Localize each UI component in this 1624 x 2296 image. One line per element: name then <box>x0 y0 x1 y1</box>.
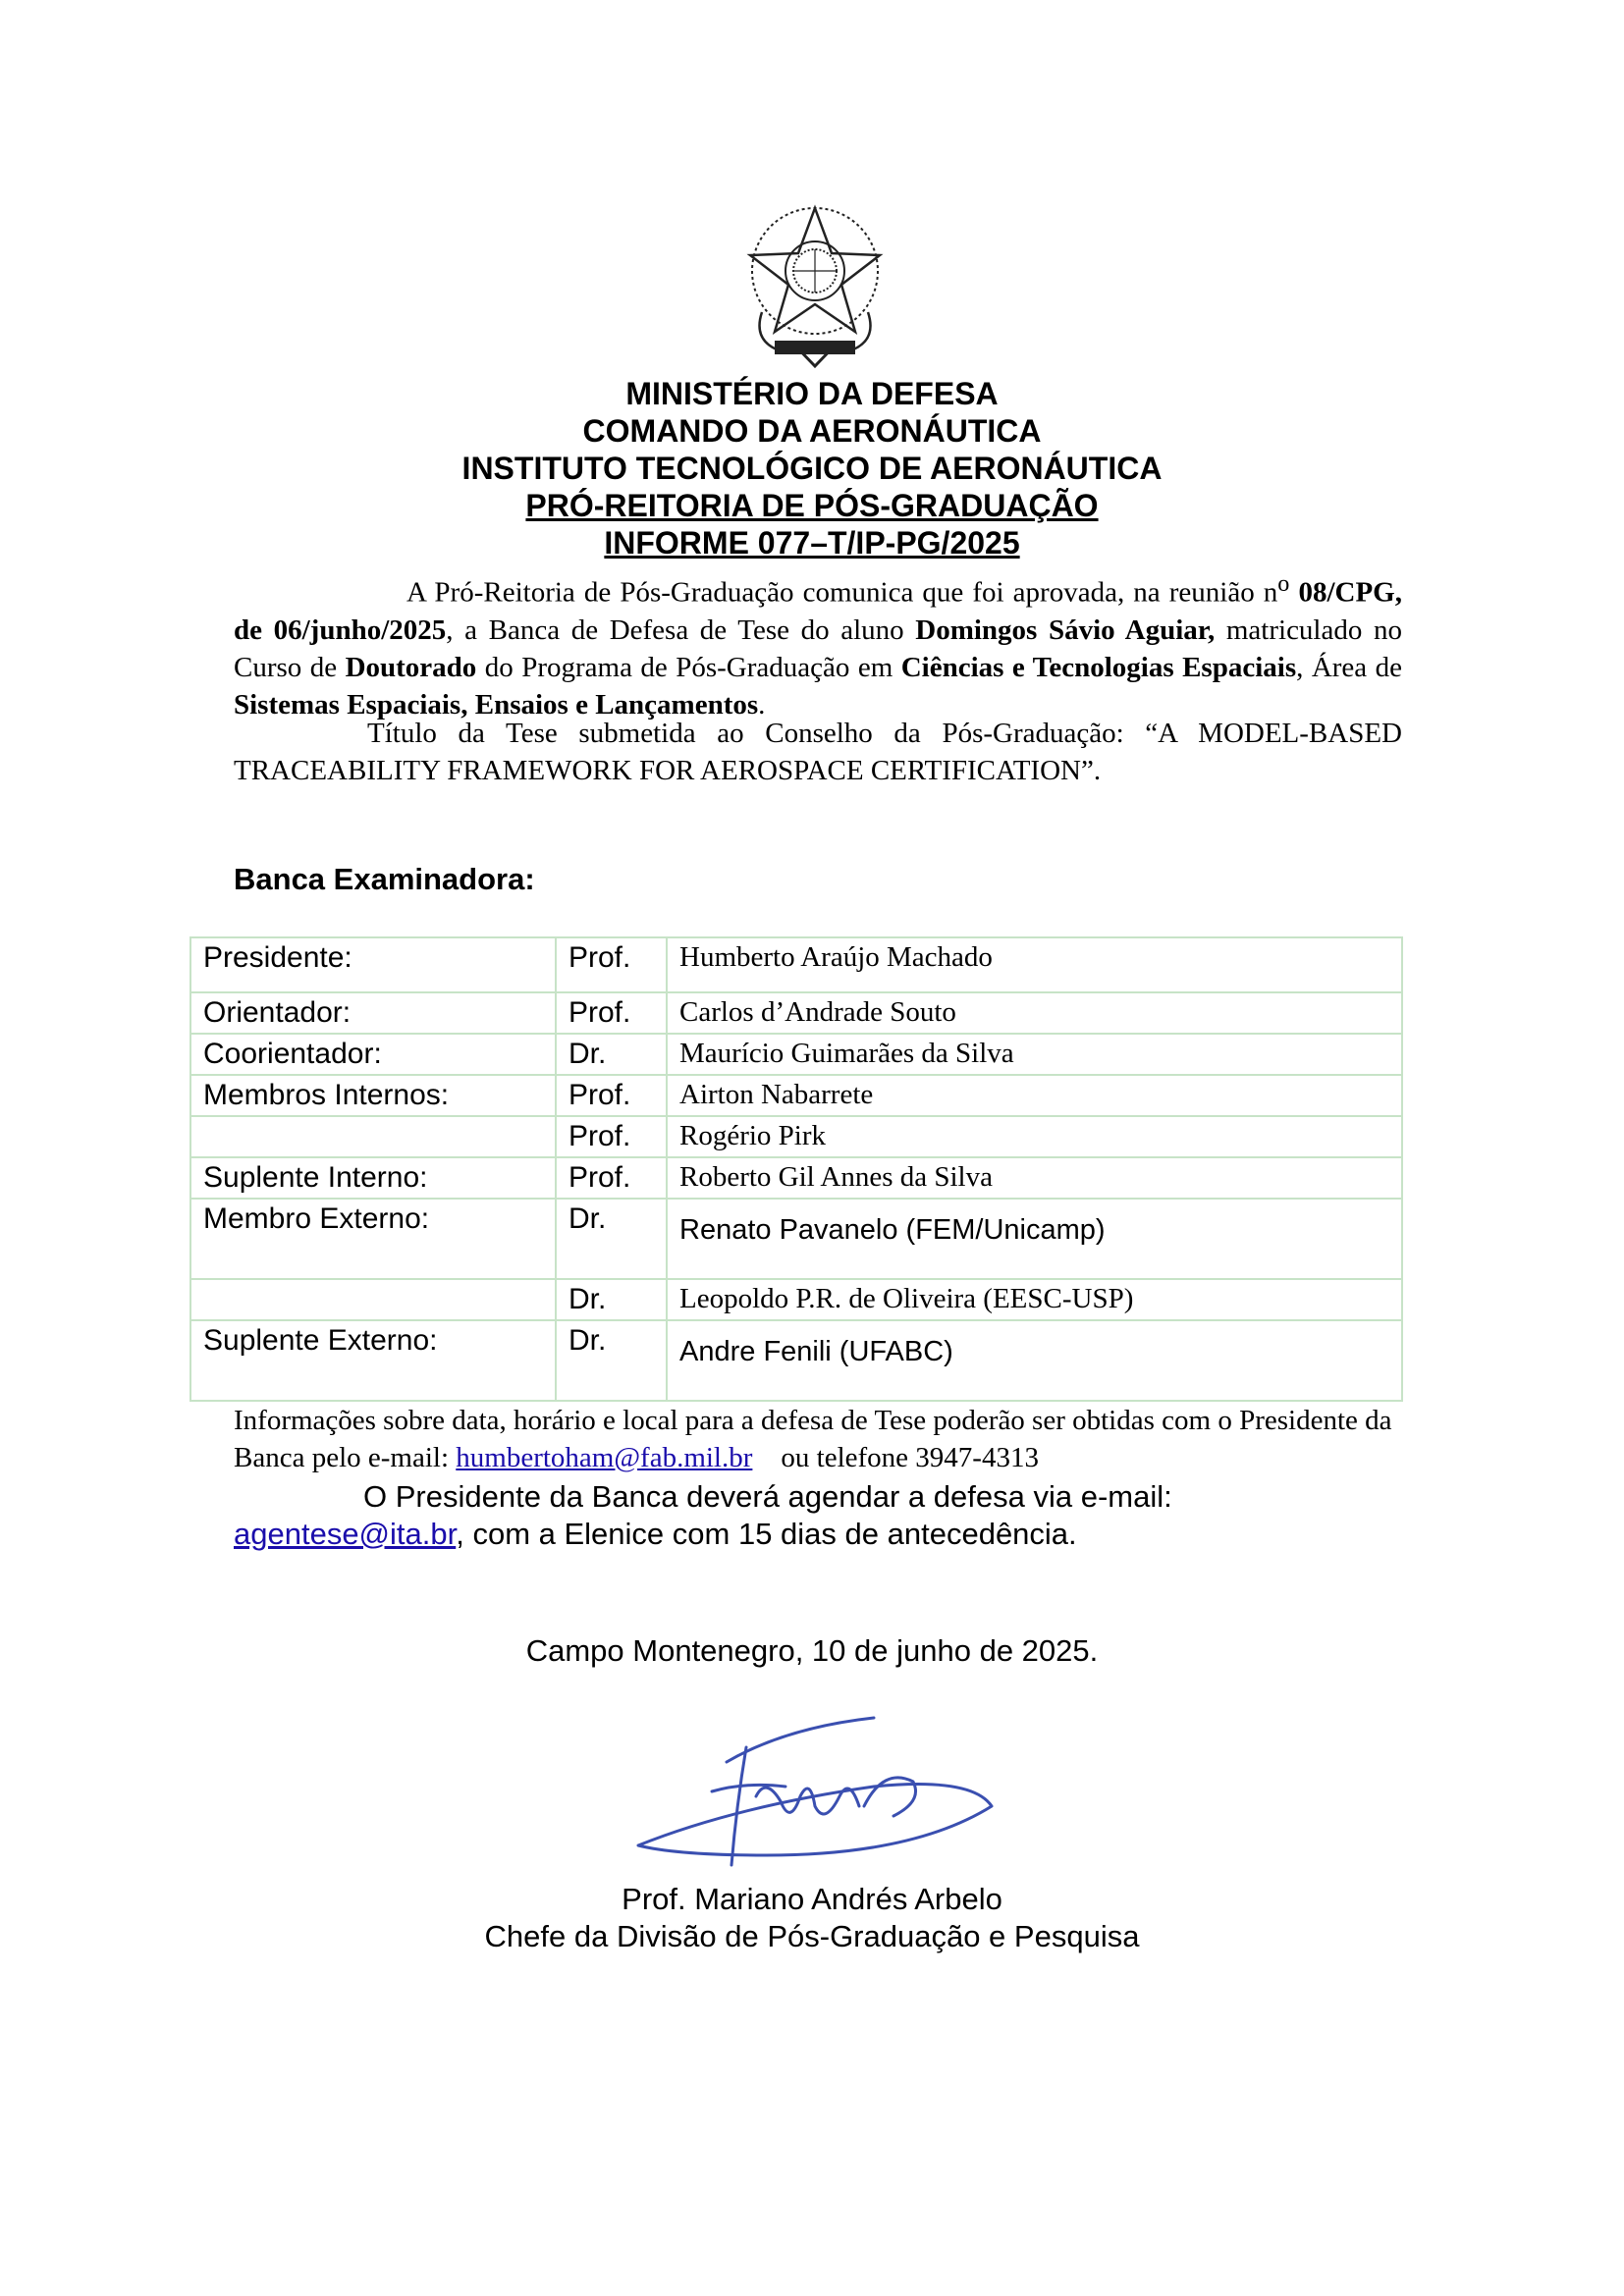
text-fragment: matriculado no Curso de <box>234 614 1402 683</box>
name-cell: Maurício Guimarães da Silva <box>667 1034 1402 1075</box>
student-name: Domingos Sávio Aguiar, <box>915 614 1216 646</box>
title-cell: Dr. <box>556 1199 667 1279</box>
text-fragment: . <box>758 688 766 721</box>
role-cell: Coorientador: <box>190 1034 556 1075</box>
superscript-o: o <box>1277 570 1290 597</box>
role-cell: Membros Internos: <box>190 1075 556 1116</box>
name-cell: Humberto Araújo Machado <box>667 937 1402 992</box>
phone-text: ou telefone 3947-4313 <box>752 1442 1039 1473</box>
role-cell <box>190 1279 556 1320</box>
place-date: Campo Montenegro, 10 de junho de 2025. <box>525 1633 1099 1668</box>
table-row <box>190 1116 1402 1157</box>
title-cell: Prof. <box>556 1157 667 1199</box>
title-cell: Prof. <box>556 1116 667 1157</box>
role-cell <box>190 1116 556 1157</box>
name-cell: Renato Pavanelo (FEM/Unicamp) <box>667 1199 1402 1279</box>
signer-role: Chefe da Divisão de Pós-Graduação e Pesquisa <box>484 1919 1140 1953</box>
agentese-email-link[interactable]: agentese@ita.br <box>234 1517 457 1551</box>
informe-number: INFORME 077–T/IP-PG/2025 <box>604 525 1020 561</box>
title-cell: Dr. <box>556 1279 667 1320</box>
table-row <box>190 1075 1402 1116</box>
text-fragment: , com a Elenice com 15 dias de antecedência. <box>456 1517 1077 1551</box>
banca-title: Banca Examinadora: <box>234 862 535 896</box>
name-cell: Rogério Pirk <box>667 1116 1402 1157</box>
title-cell: Prof. <box>556 937 667 992</box>
coat-of-arms-seal <box>732 194 897 369</box>
table-row <box>190 1157 1402 1199</box>
role-cell: Orientador: <box>190 992 556 1034</box>
banca-table <box>189 936 1403 1402</box>
contact-info-paragraph <box>234 1402 1402 1476</box>
signer-name: Prof. Mariano Andrés Arbelo <box>622 1882 1002 1916</box>
text-fragment: O Presidente da Banca deverá agendar a defesa via e-mail: <box>363 1479 1172 1514</box>
title-cell: Prof. <box>556 1075 667 1116</box>
role-cell: Suplente Externo: <box>190 1320 556 1401</box>
program-name: Ciências e Tecnologias Espaciais <box>900 651 1297 683</box>
ministry-line: MINISTÉRIO DA DEFESA <box>625 376 999 411</box>
course-level: Doutorado <box>345 651 477 683</box>
text-fragment: do Programa de Pós-Graduação em <box>476 651 901 683</box>
role-cell: Membro Externo: <box>190 1199 556 1279</box>
table-row <box>190 1320 1402 1401</box>
announcement-paragraph <box>234 565 1402 723</box>
text-fragment: , Área de <box>1296 651 1402 683</box>
table-row <box>190 1199 1402 1279</box>
meeting-reference: 08/CPG, de 06/junho/2025 <box>234 576 1402 646</box>
thesis-title-paragraph: Título da Tese submetida ao Conselho da Pós-Graduação: “A MODEL-BASED TRACEABILITY FRAMEWORK FOR AEROSPACE CERTIFICATION”. <box>234 718 1402 786</box>
president-email-link[interactable]: humbertoham@fab.mil.br <box>456 1442 753 1473</box>
name-cell: Leopoldo P.R. de Oliveira (EESC-USP) <box>667 1279 1402 1320</box>
title-cell: Dr. <box>556 1320 667 1401</box>
text-fragment: Informações sobre data, horário e local para a defesa de Tese poderão ser obtidas com o Presidente da Banca pelo e-mail: <box>234 1405 1392 1473</box>
command-line: COMANDO DA AERONÁUTICA <box>582 413 1042 449</box>
table-row <box>190 992 1402 1034</box>
name-cell: Carlos d’Andrade Souto <box>667 992 1402 1034</box>
handwritten-signature <box>619 1708 1011 1875</box>
text-fragment: A Pró-Reitoria de Pós-Graduação comunica que foi aprovada, na reunião n <box>406 576 1278 609</box>
title-cell: Prof. <box>556 992 667 1034</box>
area-name: Sistemas Espaciais, Ensaios e Lançamentos <box>234 688 759 721</box>
table-row <box>190 937 1402 992</box>
text-fragment: , a Banca de Defesa de Tese do aluno <box>446 614 916 646</box>
scheduling-paragraph <box>234 1478 1402 1553</box>
letterhead <box>0 375 1624 561</box>
name-cell: Andre Fenili (UFABC) <box>667 1320 1402 1401</box>
role-cell: Suplente Interno: <box>190 1157 556 1199</box>
institute-line: INSTITUTO TECNOLÓGICO DE AERONÁUTICA <box>461 451 1163 486</box>
pro-rectory-line: PRÓ-REITORIA DE PÓS-GRADUAÇÃO <box>525 488 1099 523</box>
signer-block <box>0 1881 1624 1955</box>
title-cell: Dr. <box>556 1034 667 1075</box>
role-cell: Presidente: <box>190 937 556 992</box>
name-cell: Roberto Gil Annes da Silva <box>667 1157 1402 1199</box>
name-cell: Airton Nabarrete <box>667 1075 1402 1116</box>
table-row <box>190 1279 1402 1320</box>
table-row <box>190 1034 1402 1075</box>
